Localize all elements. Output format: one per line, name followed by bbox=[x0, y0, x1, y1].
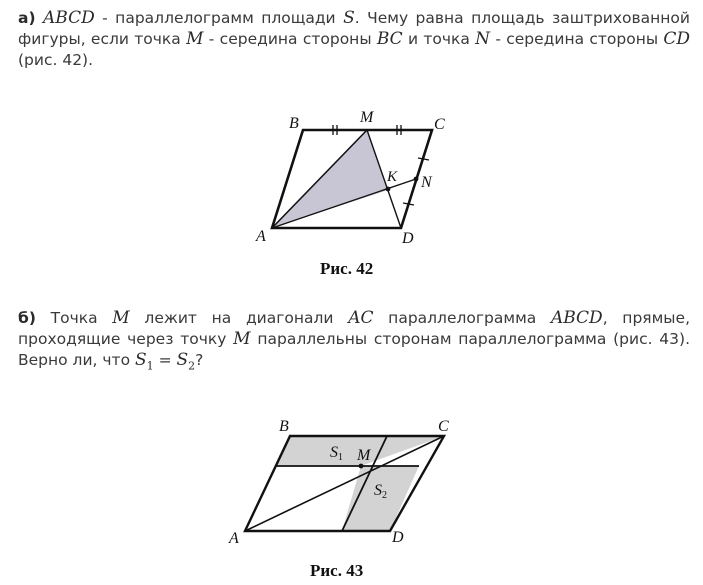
shaded-triangle bbox=[272, 130, 388, 228]
label-a-43: A bbox=[229, 530, 239, 547]
math-ac: AC bbox=[348, 308, 374, 328]
text-segment: - параллелограмм площади bbox=[94, 9, 344, 27]
problem-b-text bbox=[18, 308, 690, 376]
label-b-43: B bbox=[279, 418, 289, 435]
s1-letter: S bbox=[330, 444, 338, 461]
label-n: N bbox=[421, 174, 432, 191]
math-cd: CD bbox=[663, 29, 691, 49]
s2-subscript: 2 bbox=[188, 359, 196, 373]
text-segment: и точка bbox=[402, 30, 476, 48]
label-d-43: D bbox=[392, 529, 404, 546]
figure-42-caption: Рис. 42 bbox=[320, 259, 374, 278]
text-segment: параллельны сторонам параллелограмма (рис. 43). Верно ли, что bbox=[18, 330, 690, 369]
text-segment: лежит на диагонали bbox=[129, 309, 349, 327]
text-segment: - середина стороны bbox=[203, 30, 377, 48]
math-abcd: ABCD bbox=[550, 308, 603, 328]
s1-subscript: 1 bbox=[146, 359, 154, 373]
math-m: M bbox=[233, 329, 251, 349]
point-k bbox=[386, 187, 391, 192]
text-segment: (рис. 42). bbox=[18, 51, 94, 69]
text-segment: - середина стороны bbox=[490, 30, 664, 48]
label-b-42: B bbox=[289, 115, 299, 132]
text-segment: Точка bbox=[35, 309, 113, 327]
s1-subscript: 1 bbox=[338, 452, 343, 463]
s2-letter: S bbox=[176, 350, 189, 370]
s2-letter: S bbox=[374, 482, 382, 499]
equals-sign: = bbox=[153, 351, 177, 369]
problem-a-label: а) bbox=[18, 9, 36, 27]
math-bc: BC bbox=[376, 29, 403, 49]
problem-b-label: б) bbox=[18, 309, 36, 327]
s2-subscript: 2 bbox=[382, 490, 387, 501]
figure-43-caption: Рис. 43 bbox=[310, 561, 364, 580]
math-m: M bbox=[186, 29, 204, 49]
text-segment: параллелограмма bbox=[373, 309, 551, 327]
label-k: K bbox=[387, 169, 398, 185]
label-d-42: D bbox=[402, 230, 414, 247]
text-segment: ? bbox=[195, 351, 204, 369]
math-s: S bbox=[343, 8, 355, 28]
math-s1 bbox=[134, 350, 154, 373]
label-c-42: C bbox=[434, 116, 445, 133]
s1-letter: S bbox=[134, 350, 147, 370]
math-abcd: ABCD bbox=[42, 8, 95, 28]
math-n: N bbox=[475, 29, 491, 49]
label-m-43: M bbox=[357, 447, 371, 464]
math-m: M bbox=[112, 308, 130, 328]
label-a-42: A bbox=[256, 228, 266, 245]
text-segment: . Чему равна площадь заштрихованной фигуры, если точка bbox=[18, 9, 690, 48]
label-m-42: M bbox=[360, 109, 374, 126]
point-m-43 bbox=[359, 464, 364, 469]
text-segment: , прямые, проходящие через точку bbox=[18, 309, 691, 348]
math-s2 bbox=[176, 350, 196, 373]
point-n bbox=[414, 177, 419, 182]
label-c-43: C bbox=[438, 418, 449, 435]
